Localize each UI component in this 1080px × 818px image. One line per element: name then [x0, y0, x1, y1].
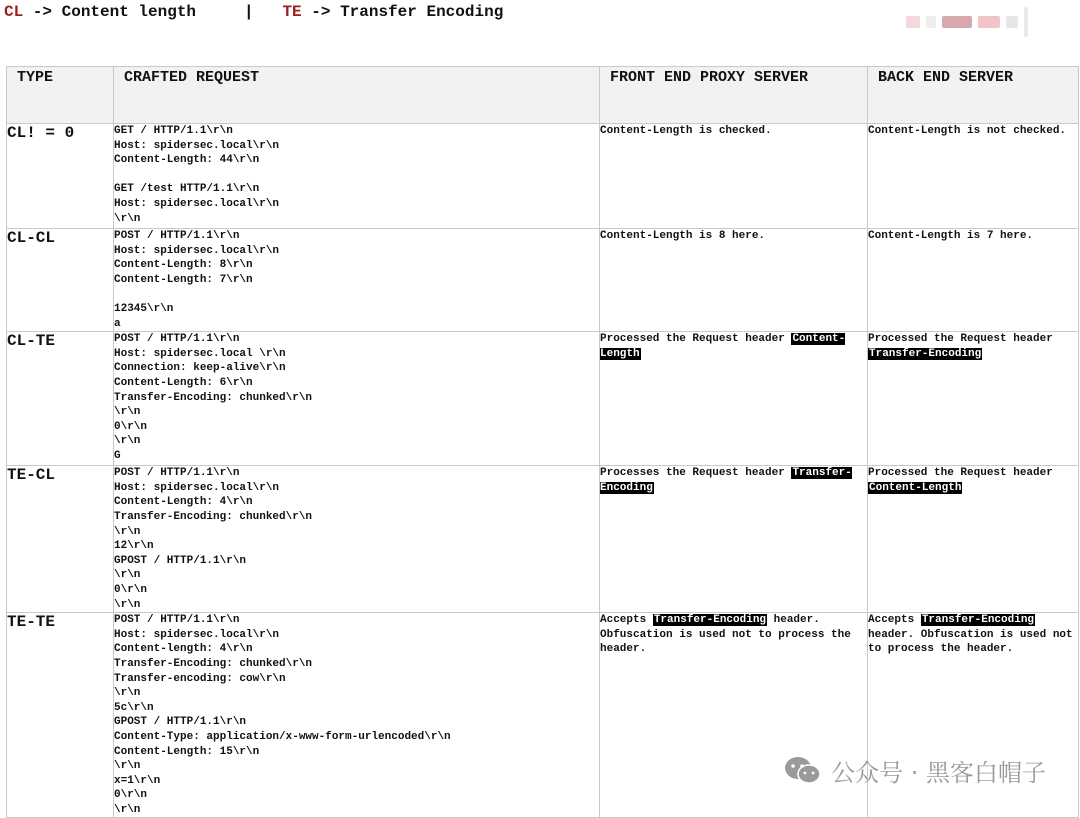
description-text: Processes the Request header: [600, 467, 792, 480]
request-line: Content-length: 4\r\n: [114, 643, 253, 656]
back-end-description: [868, 229, 1079, 332]
description-text: header. Obfuscation is used not to process the header.: [600, 614, 851, 656]
description-text: header. Obfuscation is used not to process the header.: [868, 628, 1073, 656]
request-line: \r\n: [114, 598, 141, 611]
description-text: Content-Length is 7 here.: [868, 230, 1034, 242]
request-line: GPOST / HTTP/1.1\r\n: [114, 716, 247, 729]
smuggling-table: [6, 66, 1079, 818]
request-line: Host: spidersec.local \r\n: [114, 347, 286, 360]
header-crafted-request: CRAFTED REQUEST: [114, 67, 600, 124]
request-line: a: [114, 317, 121, 330]
request-line: Content-Length: 7\r\n: [114, 273, 253, 286]
request-line: Transfer-encoding: cow\r\n: [114, 672, 286, 685]
highlighted-header: Transfer-Encoding: [653, 614, 767, 627]
description-text: Processed the Request header: [868, 333, 1053, 346]
watermark-text: 公众号 · 黑客白帽子: [831, 759, 1046, 787]
request-line: \r\n: [114, 212, 141, 225]
request-line: Content-Length: 4\r\n: [114, 496, 253, 509]
row-type: CL-TE: [7, 332, 114, 466]
request-line: [114, 287, 599, 302]
description-text: Content-Length is 8 here.: [600, 230, 766, 242]
table-row: [7, 466, 1079, 613]
blurred-logo: [906, 2, 1056, 42]
table-row: [7, 332, 1079, 466]
front-end-description: [600, 332, 868, 466]
legend-te-abbr: TE: [282, 3, 302, 21]
wechat-icon: [783, 755, 823, 787]
front-end-description: [600, 466, 868, 613]
legend-cl-abbr: CL: [4, 3, 24, 21]
crafted-request: [114, 124, 600, 229]
front-end-description: [600, 124, 868, 229]
description-text: Processed the Request header: [868, 467, 1053, 480]
request-line: Host: spidersec.local\r\n: [114, 628, 280, 641]
row-type: TE-CL: [7, 466, 114, 613]
request-line: Content-Length: 6\r\n: [114, 376, 253, 389]
watermark: [783, 753, 1046, 788]
request-line: G: [114, 449, 121, 462]
request-line: GPOST / HTTP/1.1\r\n: [114, 554, 247, 567]
request-line: \r\n: [114, 406, 141, 419]
table-row: [7, 124, 1079, 229]
request-line: Content-Length: 15\r\n: [114, 745, 260, 758]
request-line: Transfer-Encoding: chunked\r\n: [114, 657, 313, 670]
request-line: 5c\r\n: [114, 701, 154, 714]
table-header-row: [7, 67, 1079, 124]
row-type: CL-CL: [7, 229, 114, 332]
request-line: [114, 168, 599, 183]
request-line: Host: spidersec.local\r\n: [114, 481, 280, 494]
request-line: Transfer-Encoding: chunked\r\n: [114, 510, 313, 523]
crafted-request: [114, 229, 600, 332]
legend-te-text: -> Transfer Encoding: [301, 3, 504, 21]
request-line: \r\n: [114, 525, 141, 538]
description-text: Accepts: [868, 614, 921, 627]
request-line: \r\n: [114, 760, 141, 773]
request-line: POST / HTTP/1.1\r\n: [114, 614, 240, 627]
request-line: Host: spidersec.local\r\n: [114, 244, 280, 257]
request-line: \r\n: [114, 803, 141, 816]
request-line: x=1\r\n: [114, 774, 161, 787]
request-line: Content-Type: application/x-www-form-urlencoded\r\n: [114, 730, 451, 743]
back-end-description: [868, 466, 1079, 613]
crafted-request: [114, 613, 600, 818]
request-line: 0\r\n: [114, 583, 148, 596]
highlighted-header: Content-Length: [600, 333, 846, 360]
header-front-end-proxy: FRONT END PROXY SERVER: [600, 67, 868, 124]
crafted-request: [114, 332, 600, 466]
request-line: Host: spidersec.local\r\n: [114, 197, 280, 210]
request-line: GET / HTTP/1.1\r\n: [114, 125, 233, 137]
highlighted-header: Content-Length: [869, 481, 962, 494]
crafted-request: [114, 466, 600, 613]
request-line: \r\n: [114, 435, 141, 448]
highlighted-header: Transfer-Encoding: [921, 614, 1035, 627]
request-line: Transfer-Encoding: chunked\r\n: [114, 391, 313, 404]
legend-cl-text: -> Content length |: [23, 3, 283, 21]
request-line: Host: spidersec.local\r\n: [114, 139, 280, 152]
description-text: Content-Length is checked.: [600, 125, 772, 137]
request-line: Content-Length: 8\r\n: [114, 259, 253, 272]
row-type: TE-TE: [7, 613, 114, 818]
back-end-description: [868, 332, 1079, 466]
highlighted-header: Transfer-Encoding: [869, 347, 982, 360]
description-text: Content-Length is not checked.: [868, 125, 1067, 137]
request-line: \r\n: [114, 569, 141, 582]
request-line: GET /test HTTP/1.1\r\n: [114, 183, 260, 196]
front-end-description: [600, 229, 868, 332]
row-type: CL! = 0: [7, 124, 114, 229]
header-back-end-server: BACK END SERVER: [868, 67, 1079, 124]
table-row: [7, 229, 1079, 332]
request-line: 0\r\n: [114, 789, 148, 802]
request-line: 12345\r\n: [114, 302, 174, 315]
request-line: 12\r\n: [114, 540, 154, 553]
highlighted-header: Transfer-Encoding: [600, 467, 852, 494]
legend: [4, 2, 503, 22]
request-line: 0\r\n: [114, 420, 148, 433]
request-line: POST / HTTP/1.1\r\n: [114, 467, 240, 480]
header-type: TYPE: [7, 67, 114, 124]
description-text: Accepts: [600, 614, 653, 627]
back-end-description: [868, 124, 1079, 229]
request-line: Content-Length: 44\r\n: [114, 154, 260, 167]
request-line: \r\n: [114, 687, 141, 700]
request-line: POST / HTTP/1.1\r\n: [114, 230, 240, 242]
description-text: Processed the Request header: [600, 333, 792, 346]
request-line: POST / HTTP/1.1\r\n: [114, 333, 240, 346]
request-line: Connection: keep-alive\r\n: [114, 362, 286, 375]
